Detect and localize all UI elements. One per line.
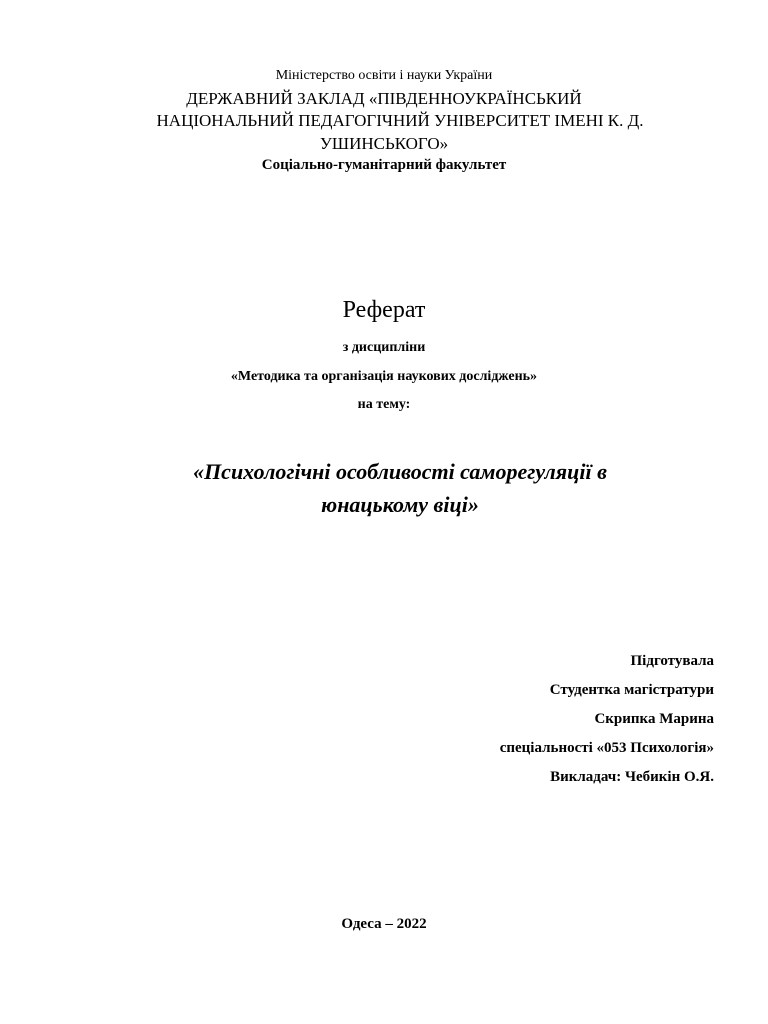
faculty-name: Соціально-гуманітарний факультет [261,157,507,173]
ministry-name: Міністерство освіти і науки України [275,68,493,83]
institution-name-line-3: УШИНСЬКОГО» [319,134,449,153]
document-type: Реферат [342,297,426,323]
student-specialty: спеціальності «053 Психологія» [499,740,714,756]
institution-name-line-2: НАЦІОНАЛЬНИЙ ПЕДАГОГІЧНИЙ УНІВЕРСИТЕТ ІМЕНІ К. Д. [156,111,644,130]
institution-name-line-1: ДЕРЖАВНИЙ ЗАКЛАД «ПІВДЕННОУКРАЇНСЬКИЙ [186,89,582,108]
student-name: Скрипка Марина [594,711,714,727]
paper-title-line-1: «Психологічні особливості саморегуляції в [193,459,607,484]
topic-label: на тему: [357,397,411,412]
discipline-label: з дисципліни [342,340,426,355]
discipline-name: «Методика та організація наукових досліджень» [230,369,538,384]
city-year: Одеса – 2022 [341,916,427,932]
prepared-by-label: Підготувала [630,653,714,669]
student-status: Студентка магістратури [549,682,714,698]
lecturer-name: Викладач: Чебикін О.Я. [550,769,714,785]
paper-title-line-2: юнацькому віці» [321,492,479,517]
